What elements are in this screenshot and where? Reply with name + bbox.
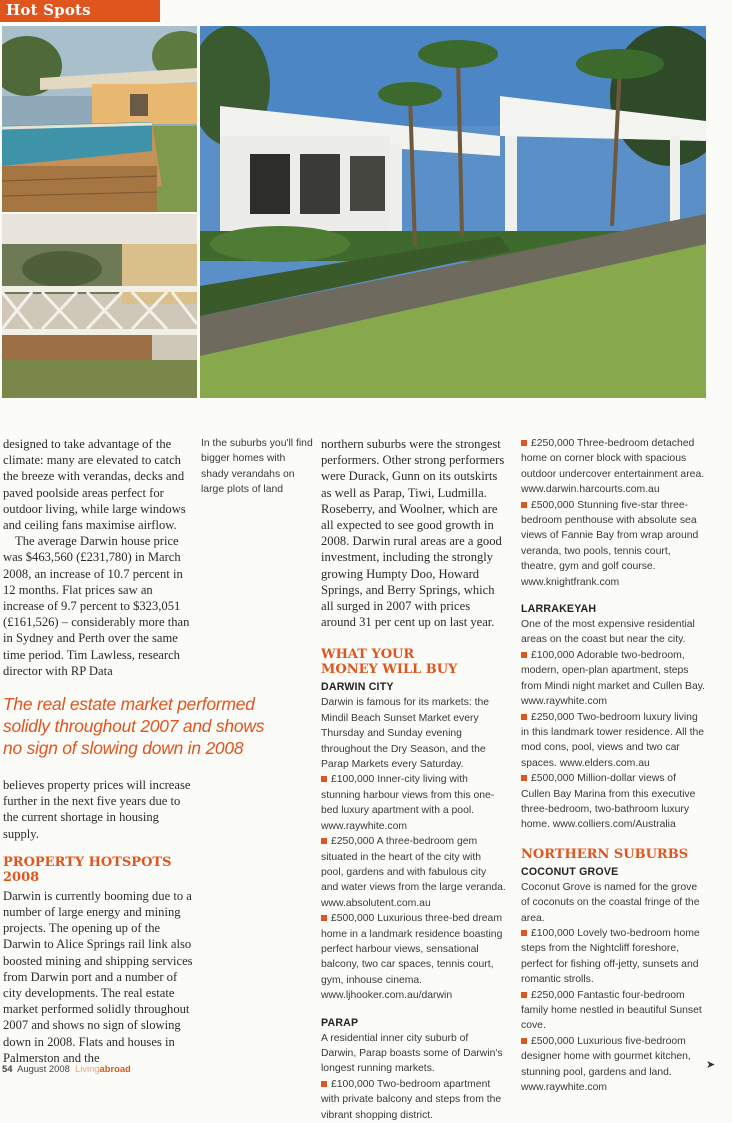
column-3 (321, 436, 506, 1123)
section-label: Hot Spots (6, 1, 91, 19)
bullet-square-icon (521, 502, 527, 508)
listing (521, 498, 706, 590)
listing-text: A three-bedroom gem situated in the heart of the city with pool, gardens and with fabulous city and water views from the large veranda. www.absolutent.com.au (321, 836, 506, 909)
photo-white-house-palms (200, 26, 706, 398)
brand-living: Living (75, 1063, 100, 1074)
page-number: 54 (2, 1063, 13, 1074)
listing (521, 710, 706, 772)
listing-text: Fantastic four-bedroom family home nestled in beautiful Sunset cove. (521, 989, 702, 1032)
listing-price: £500,000 (531, 773, 575, 785)
section-heading: PROPERTY HOTSPOTS 2008 (3, 854, 172, 885)
body-paragraph: believes property prices will increase further in the next five years due to the current shortage in housing supply. (3, 778, 191, 841)
listing-text: Million-dollar views of Cullen Bay Marina from this executive three-bedroom, two-bathroom luxury home. www.colliers.com/Australia (521, 773, 696, 831)
listing-price: £100,000 (531, 927, 575, 939)
listing-text: Three-bedroom detached home on corner block with spacious outdoor undercover entertainment area. www.darwin.harcourts.com.au (521, 438, 705, 496)
listing-price: £500,000 (531, 499, 575, 511)
subsection-title: LARRAKEYAH (521, 603, 597, 616)
photo-caption (201, 436, 313, 498)
listing-price: £500,000 (331, 913, 375, 925)
listing-text: Inner-city living with stunning harbour views from this one-bed luxury apartment with a pool. www.raywhite.com (321, 774, 495, 832)
subsection-title: PARAP (321, 1016, 359, 1029)
listing-text: Adorable two-bedroom, modern, open-plan apartment, steps from Mindi night market and Cullen Bay. www.raywhite.com (521, 649, 706, 708)
listing (321, 1077, 506, 1123)
listing-text: Luxurious three-bed dream home in a landmark residence boasting perfect harbour views, sensational balcony, two car spaces, tennis court, gym, inhouse cinema. www.ljhooker.com.au/darwin (321, 913, 503, 1002)
section-heading: WHAT YOUR MONEY WILL BUY (321, 647, 458, 678)
listing (521, 926, 706, 988)
bullet-square-icon (321, 838, 327, 844)
subsection-title: DARWIN CITY (321, 681, 394, 694)
section-header (0, 0, 160, 22)
issue-date: August 2008 (17, 1063, 70, 1074)
listing (521, 648, 706, 710)
continue-arrow-icon: ➤ (706, 1058, 716, 1071)
subsection-intro: A residential inner city suburb of Darwin, Parap boasts some of Darwin's longest running markets. (321, 1032, 503, 1075)
listing-price: £250,000 (331, 836, 375, 848)
listing-text: Stunning five-star three-bedroom penthouse with absolute sea views of Fannie Bay from wrap around veranda, two pools, tennis court, theatre, gym and golf course. www.knightfrank.com (521, 499, 699, 588)
bullet-square-icon (521, 1038, 527, 1044)
subsection-intro: Coconut Grove is named for the grove of coconuts on the coastal fringe of the area. (521, 881, 700, 924)
body-paragraph: The average Darwin house price was $463,560 (£231,780) in March 2008, an increase of 10.7 percent in 12 months. Flat prices saw an increase of 9.7 percent to $323,051 (£161,526) – considerably more than in Sydney and Perth over the same time period. Tim Lawless, research director with RP Data (3, 534, 190, 678)
bullet-square-icon (321, 1081, 327, 1087)
pull-quote: The real estate market performed solidly throughout 2007 and shows no sign of slowing down in 2008 (3, 694, 265, 759)
bullet-square-icon (521, 652, 527, 658)
subsection-title: COCONUT GROVE (521, 865, 619, 878)
bullet-square-icon (521, 775, 527, 781)
bullet-square-icon (521, 440, 527, 446)
brand-abroad: abroad (99, 1063, 131, 1074)
listing-price: £100,000 (531, 649, 575, 661)
bullet-square-icon (321, 776, 327, 782)
bullet-square-icon (521, 992, 527, 998)
subsection-intro: One of the most expensive residential areas on the coast but near the city. (521, 619, 695, 646)
listing (321, 834, 506, 911)
bullet-square-icon (521, 930, 527, 936)
listing (521, 1034, 706, 1096)
listing-price: £250,000 (531, 711, 575, 723)
listing-price: £250,000 (531, 989, 575, 1001)
column-4 (521, 436, 706, 1095)
listing (521, 436, 706, 498)
listing-text: Two-bedroom luxury living in this landmark tower residence. All the mod cons, pool, views and two car spaces. www.elders.com.au (521, 711, 705, 769)
listing (321, 772, 506, 834)
listing-price: £100,000 (331, 774, 375, 786)
listing-text: Lovely two-bedroom home steps from the Nightcliff foreshore, perfect for fishing off-jetty, sunsets and romantic strolls. (521, 927, 700, 986)
listing (521, 771, 706, 833)
bullet-square-icon (521, 714, 527, 720)
body-paragraph: designed to take advantage of the climate: many are elevated to catch the breeze with verandas, decks and paved poolside areas perfect for outdoor living, while large windows and ceiling fans maximise airflow. (3, 437, 186, 533)
photo-pool-deck-house (2, 26, 197, 212)
listing (321, 911, 506, 1003)
photo-veranda-lattice (2, 214, 197, 398)
page-footer (2, 1063, 131, 1074)
listing-price: £500,000 (531, 1035, 575, 1047)
listing-price: £100,000 (331, 1078, 375, 1090)
body-paragraph: Darwin is currently booming due to a number of large energy and mining projects. The opening up of the Darwin to Alice Springs rail link also boosted mining and shipping services from Darwin port and a number of city developments. The real estate market performed solidly throughout 2007 and shows no sign of slowing down in 2008. Flats and houses in Palmerston and the (3, 888, 193, 1065)
listing-price: £250,000 (531, 438, 575, 449)
subsection-intro: Darwin is famous for its markets: the Mindil Beach Sunset Market every Thursday and Sunday evening throughout the Dry Season, and the Parap Markets every Saturday. (321, 697, 490, 771)
listing-text: Two-bedroom apartment with private balcony and steps from the vibrant shopping district. (321, 1078, 502, 1121)
section-heading: NORTHERN SUBURBS (521, 846, 689, 862)
body-paragraph: northern suburbs were the strongest performers. Other strong performers were Durack, Gunn on its outskirts as well as Parap, Tiwi, Ludmilla. Roseberry, and Woolner, which are all expected to see good growth in 2008. Darwin rural areas are a good investment, including the strongly growing Humpty Doo, Howard Springs, and Berry Springs, which all surged in 2007 with prices around 31 per cent up on last year. (321, 437, 505, 630)
bullet-square-icon (321, 915, 327, 921)
caption-text: In the suburbs you'll find bigger homes with shady verandahs on large plots of land (201, 438, 313, 496)
listing-text: Luxurious five-bedroom designer home with gourmet kitchen, stunning pool, gardens and land. www.raywhite.com (521, 1035, 691, 1094)
listing (521, 988, 706, 1034)
